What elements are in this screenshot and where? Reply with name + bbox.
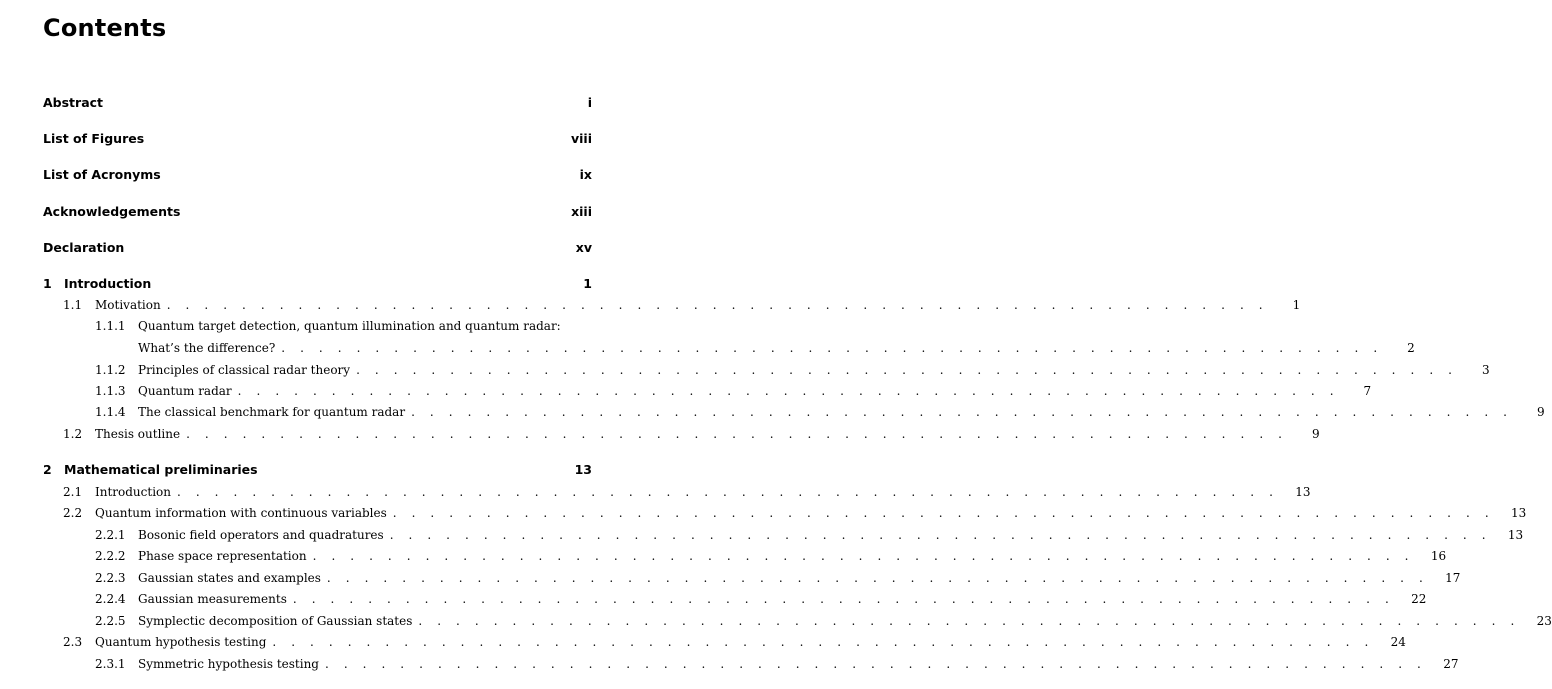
subsection-number: 2.2.4 [95, 592, 126, 606]
subsection-page: 3 [1481, 363, 1490, 377]
subsection-number: 2.3.1 [95, 657, 126, 671]
subsection-title: Bosonic field operators and quadratures [138, 528, 384, 542]
toc-chapter-2[interactable] [0, 462, 614, 482]
chapter-title: Mathematical preliminaries [64, 462, 258, 477]
subsection-number: 1.1.3 [95, 384, 126, 398]
toc-front-declaration[interactable] [0, 240, 614, 260]
toc-page: xiii [571, 204, 592, 219]
toc-subsection-2-2-4[interactable] [95, 592, 1427, 606]
toc-subsection-1-1-2[interactable] [95, 363, 1490, 377]
section-title: Quantum hypothesis testing [95, 635, 267, 649]
subsection-title: Symplectic decomposition of Gaussian states [138, 614, 413, 628]
section-number: 1.2 [63, 427, 83, 441]
toc-page: ix [579, 167, 592, 182]
toc-page: viii [570, 131, 592, 146]
section-number: 2.2 [63, 506, 83, 520]
toc-label: List of Acronyms [43, 167, 161, 182]
leader-dots: . . . . . . . . . . . . . . . . . . . . . . . . . . . . . . . . . . . . . . . . . . . . . . . . . . . . . . . . . . . [418, 614, 1520, 628]
subsection-title-continued: What’s the difference? [138, 341, 276, 355]
toc-section-1-2[interactable] [63, 427, 1320, 441]
subsection-page: 2 [1407, 341, 1415, 355]
toc-subsection-2-2-3[interactable] [95, 571, 1461, 585]
subsection-number: 1.1.1 [95, 319, 126, 333]
toc-subsection-2-2-5[interactable] [95, 614, 1552, 628]
leader-dots: . . . . . . . . . . . . . . . . . . . . . . . . . . . . . . . . . . . . . . . . . . . . . . . . . . . . . . . . . . . [312, 549, 1415, 563]
leader-dots: . . . . . . . . . . . . . . . . . . . . . . . . . . . . . . . . . . . . . . . . . . . . . . . . . . . . . . . . . . . [389, 528, 1492, 542]
subsection-number: 1.1.2 [95, 363, 126, 377]
toc-front-list-of-acronyms[interactable] [0, 167, 614, 187]
subsection-page: 23 [1536, 614, 1552, 628]
subsection-title: Gaussian states and examples [138, 571, 321, 585]
toc-chapter-1[interactable] [0, 276, 614, 296]
section-page: 1 [1292, 298, 1301, 312]
toc-section-2-3[interactable] [63, 635, 1406, 649]
toc-section-1-1[interactable] [63, 298, 1301, 312]
leader-dots: . . . . . . . . . . . . . . . . . . . . . . . . . . . . . . . . . . . . . . . . . . . . . . . . . . . . . . . . . . . [292, 592, 1395, 606]
chapter-number: 2 [43, 462, 52, 477]
section-page: 9 [1311, 427, 1320, 441]
subsection-page: 7 [1363, 384, 1372, 398]
toc-label: Acknowledgements [43, 204, 181, 219]
section-title: Quantum information with continuous variables [95, 506, 387, 520]
toc-front-list-of-figures[interactable] [0, 131, 614, 151]
leader-dots: . . . . . . . . . . . . . . . . . . . . . . . . . . . . . . . . . . . . . . . . . . . . . . . . . . . . . . . . . . . [326, 571, 1429, 585]
section-number: 2.1 [63, 485, 83, 499]
section-page: 13 [1510, 506, 1527, 520]
chapter-page: 1 [583, 276, 592, 291]
leader-dots: . . . . . . . . . . . . . . . . . . . . . . . . . . . . . . . . . . . . . . . . . . . . . . . . . . . . . . . . . . . [324, 657, 1427, 671]
leader-dots: . . . . . . . . . . . . . . . . . . . . . . . . . . . . . . . . . . . . . . . . . . . . . . . . . . . . . . . . . . . [411, 405, 1513, 419]
section-page: 13 [1295, 485, 1311, 499]
chapter-number: 1 [43, 276, 52, 291]
subsection-number: 2.2.2 [95, 549, 126, 563]
toc-section-2-2[interactable] [63, 506, 1527, 520]
subsection-page: 22 [1411, 592, 1427, 606]
toc-page: i [587, 95, 592, 110]
leader-dots: . . . . . . . . . . . . . . . . . . . . . . . . . . . . . . . . . . . . . . . . . . . . . . . . . . . . . . . . . . . [186, 427, 1288, 441]
section-number: 2.3 [63, 635, 83, 649]
subsection-title: Quantum radar [138, 384, 232, 398]
subsection-number: 2.2.3 [95, 571, 126, 585]
leader-dots: . . . . . . . . . . . . . . . . . . . . . . . . . . . . . . . . . . . . . . . . . . . . . . . . . . . . . . . . . . . [281, 341, 1383, 355]
subsection-title: Gaussian measurements [138, 592, 287, 606]
toc-subsection-1-1-3[interactable] [95, 384, 1372, 398]
subsection-page: 13 [1507, 528, 1524, 542]
toc-subsection-2-2-1[interactable] [95, 528, 1524, 542]
leader-dots: . . . . . . . . . . . . . . . . . . . . . . . . . . . . . . . . . . . . . . . . . . . . . . . . . . . . . . . . . . . [356, 363, 1458, 377]
toc-front-abstract[interactable] [0, 95, 614, 115]
section-page: 24 [1390, 635, 1406, 649]
toc-label: Abstract [43, 95, 104, 110]
chapter-title: Introduction [64, 276, 152, 291]
subsection-title: Quantum target detection, quantum illumination and quantum radar: [138, 319, 561, 333]
chapter-page: 13 [574, 462, 592, 477]
leader-dots: . . . . . . . . . . . . . . . . . . . . . . . . . . . . . . . . . . . . . . . . . . . . . . . . . . . . . . . . . . . [177, 485, 1279, 499]
subsection-title: Phase space representation [138, 549, 307, 563]
subsection-title: Principles of classical radar theory [138, 363, 351, 377]
subsection-number: 2.2.5 [95, 614, 126, 628]
subsection-title: Symmetric hypothesis testing [138, 657, 319, 671]
subsection-page: 16 [1430, 549, 1447, 563]
section-number: 1.1 [63, 298, 83, 312]
subsection-page: 9 [1536, 405, 1545, 419]
leader-dots: . . . . . . . . . . . . . . . . . . . . . . . . . . . . . . . . . . . . . . . . . . . . . . . . . . . . . . . . . . . [166, 298, 1269, 312]
toc-subsection-1-1-4[interactable] [95, 405, 1545, 419]
toc-section-2-1[interactable] [63, 485, 1311, 499]
subsection-page: 27 [1443, 657, 1459, 671]
page-title: Contents [43, 14, 167, 42]
leader-dots: . . . . . . . . . . . . . . . . . . . . . . . . . . . . . . . . . . . . . . . . . . . . . . . . . . . . . . . . . . . [392, 506, 1495, 520]
section-title: Thesis outline [95, 427, 181, 441]
section-title: Motivation [95, 298, 161, 312]
toc-label: Declaration [43, 240, 125, 255]
toc-subsection-1-1-1-first-line[interactable] [95, 319, 561, 333]
subsection-title: The classical benchmark for quantum radar [138, 405, 406, 419]
toc-subsection-2-3-1[interactable] [95, 657, 1459, 671]
subsection-number: 1.1.4 [95, 405, 126, 419]
toc-front-acknowledgements[interactable] [0, 204, 614, 224]
toc-subsection-2-2-2[interactable] [95, 549, 1447, 563]
toc-label: List of Figures [43, 131, 145, 146]
toc-subsection-1-1-1[interactable] [138, 341, 1415, 355]
subsection-page: 17 [1445, 571, 1461, 585]
subsection-number: 2.2.1 [95, 528, 126, 542]
leader-dots: . . . . . . . . . . . . . . . . . . . . . . . . . . . . . . . . . . . . . . . . . . . . . . . . . . . . . . . . . . . [272, 635, 1374, 649]
leader-dots: . . . . . . . . . . . . . . . . . . . . . . . . . . . . . . . . . . . . . . . . . . . . . . . . . . . . . . . . . . . [237, 384, 1340, 398]
section-title: Introduction [95, 485, 171, 499]
toc-page: xv [575, 240, 592, 255]
